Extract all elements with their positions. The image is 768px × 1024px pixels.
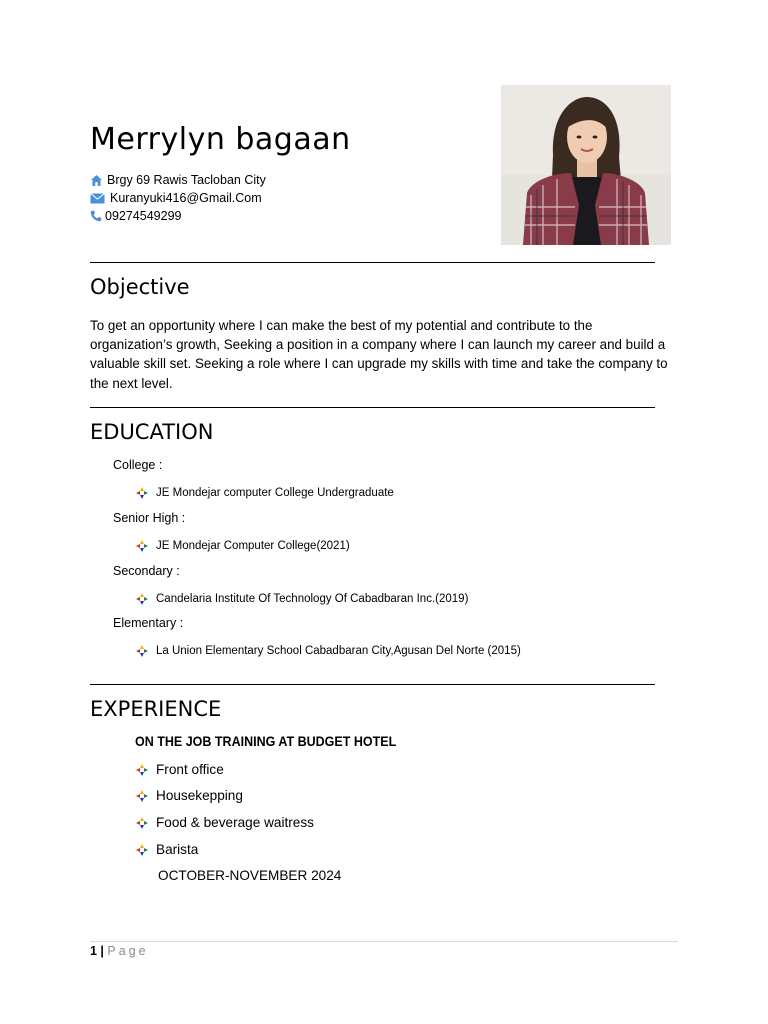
objective-heading: Objective <box>90 275 190 299</box>
school-name: La Union Elementary School Cabadbaran City,Agusan Del Norte (2015) <box>156 645 521 657</box>
arrow-bullet-icon <box>136 817 148 829</box>
education-label: Secondary : <box>113 564 180 578</box>
arrow-bullet-icon <box>136 593 148 605</box>
list-item <box>136 593 468 605</box>
arrow-bullet-icon <box>136 487 148 499</box>
address-text: Brgy 69 Rawis Tacloban City <box>107 173 266 187</box>
school-name: JE Mondejar Computer College(2021) <box>156 540 350 552</box>
email-text[interactable]: Kuranyuki416@Gmail.Com <box>110 191 262 205</box>
list-item <box>136 788 243 803</box>
home-icon <box>90 174 103 187</box>
arrow-bullet-icon <box>136 844 148 856</box>
list-item <box>136 645 521 657</box>
experience-heading: EXPERIENCE <box>90 697 222 721</box>
envelope-icon <box>90 193 105 204</box>
list-item <box>136 487 394 499</box>
education-heading: EDUCATION <box>90 420 214 444</box>
profile-photo <box>501 85 671 245</box>
arrow-bullet-icon <box>136 790 148 802</box>
page-word: Page <box>107 944 149 958</box>
duty-text: Front office <box>156 762 224 777</box>
section-divider <box>90 407 655 408</box>
job-title: ON THE JOB TRAINING AT BUDGET HOTEL <box>135 734 397 749</box>
contact-phone <box>90 209 181 223</box>
arrow-bullet-icon <box>136 764 148 776</box>
list-item <box>136 762 224 777</box>
objective-text: To get an opportunity where I can make the best of my potential and contribute to the organization’s growth, Seeking a position in a company where I can launch my career and build a valuable skill set. Seeking a role where I can upgrade my skills with time and take the company to the next level. <box>90 318 668 391</box>
footer-divider <box>90 941 678 942</box>
duty-text: Food & beverage waitress <box>156 815 314 830</box>
contact-email <box>90 191 262 205</box>
education-label: College : <box>113 458 163 472</box>
school-name: Candelaria Institute Of Technology Of Cabadbaran Inc.(2019) <box>156 593 469 605</box>
section-divider <box>90 262 655 263</box>
phone-text: 09274549299 <box>105 209 182 223</box>
arrow-bullet-icon <box>136 540 148 552</box>
experience-period: OCTOBER-NOVEMBER 2024 <box>158 868 342 883</box>
school-name: JE Mondejar computer College Undergraduate <box>156 487 394 499</box>
list-item <box>136 815 314 830</box>
arrow-bullet-icon <box>136 645 148 657</box>
contact-address <box>90 173 266 187</box>
education-label: Elementary : <box>113 616 184 630</box>
phone-icon <box>90 210 102 222</box>
list-item <box>136 842 198 857</box>
duty-text: Barista <box>156 842 199 857</box>
section-divider <box>90 684 655 685</box>
page-separator: | <box>96 944 108 958</box>
page-footer <box>90 944 149 958</box>
list-item <box>136 540 350 552</box>
candidate-name: Merrylyn bagaan <box>90 122 351 157</box>
page-number: 1 <box>90 944 97 958</box>
duty-text: Housekepping <box>156 788 243 803</box>
education-label: Senior High : <box>113 511 186 525</box>
